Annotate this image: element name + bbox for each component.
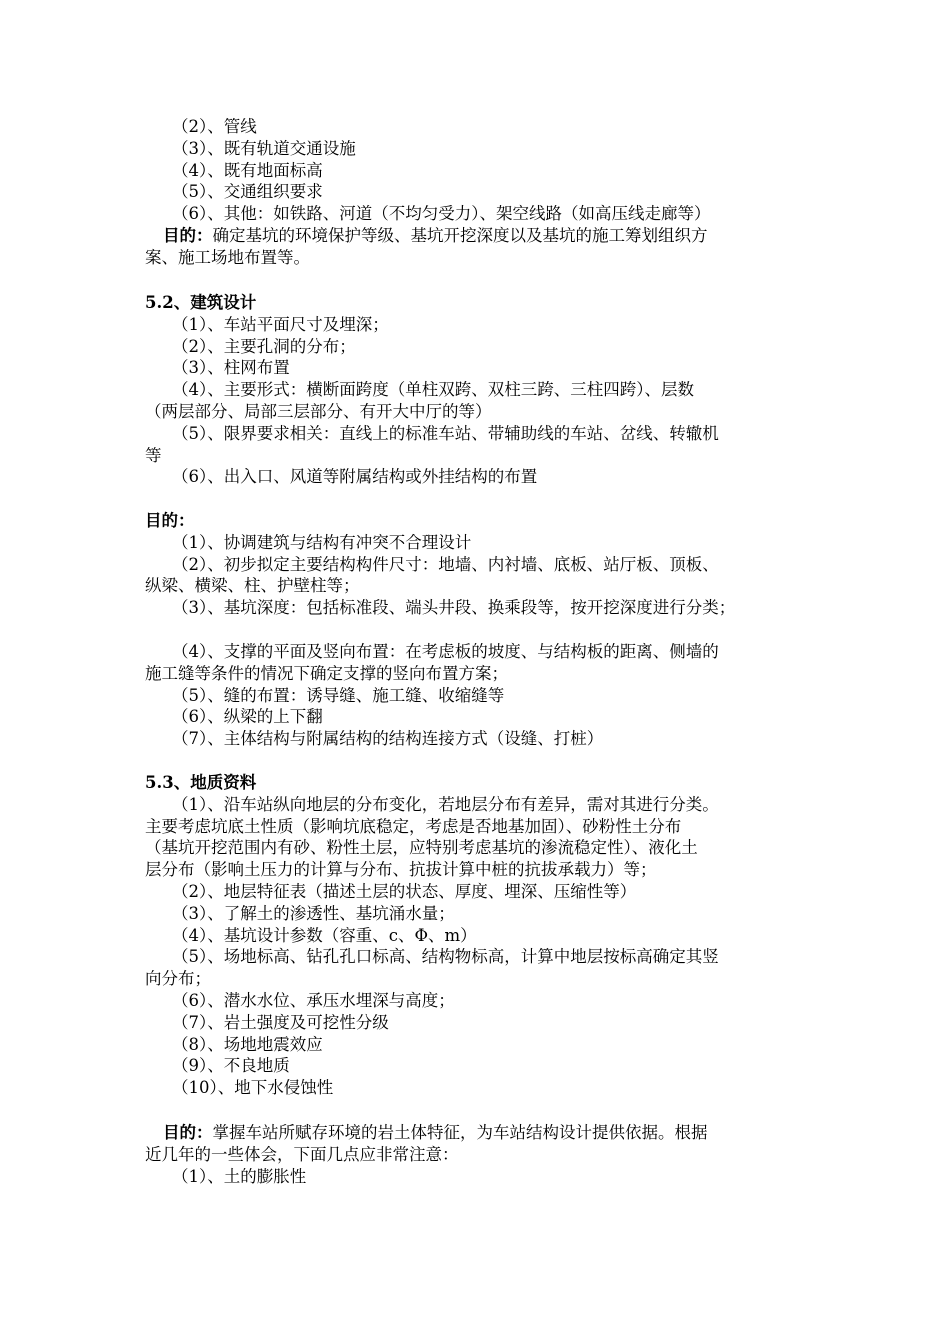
list-item-continued: 向分布； <box>145 969 211 989</box>
list-item: （4）、主要形式：横断面跨度（单柱双跨、双柱三跨、三柱四跨）、层数 <box>172 380 694 400</box>
list-item-continued: 层分布（影响土压力的计算与分布、抗拔计算中桩的抗拔承载力）等； <box>145 860 657 880</box>
list-item: （6）、出入口、风道等附属结构或外挂结构的布置 <box>172 467 538 487</box>
list-item: （1）、协调建筑与结构有冲突不合理设计 <box>172 532 472 552</box>
purpose-paragraph <box>145 225 825 247</box>
purpose-label: 目的： <box>163 1123 213 1142</box>
purpose-text-continued: 案、施工场地布置等。 <box>145 247 310 267</box>
list-item: （1）、车站平面尺寸及埋深； <box>172 314 389 334</box>
list-item: （5）、限界要求相关：直线上的标准车站、带辅助线的车站、岔线、转辙机 <box>172 423 719 443</box>
list-item: （6）、潜水水位、承压水埋深与高度； <box>172 990 455 1010</box>
list-item: （6）、其他：如铁路、河道（不均匀受力）、架空线路（如高压线走廊等） <box>172 204 711 224</box>
list-item: （7）、岩土强度及可挖性分级 <box>172 1012 389 1032</box>
section-5-2-purpose <box>145 510 825 619</box>
list-item: （8）、场地地震效应 <box>172 1034 323 1054</box>
list-item-continued: （两层部分、局部三层部分、有开大中厅的等） <box>145 401 492 421</box>
purpose-paragraph <box>145 1122 825 1144</box>
list-item: （2）、初步拟定主要结构构件尺寸：地墙、内衬墙、底板、站厅板、顶板、 <box>172 554 719 574</box>
section-5-3 <box>145 772 825 1099</box>
list-item: （7）、主体结构与附属结构的结构连接方式（设缝、打桩） <box>172 729 604 749</box>
list-item-continued: 施工缝等条件的情况下确定支撑的竖向布置方案； <box>145 663 508 683</box>
list-item: （5）、场地标高、钻孔孔口标高、结构物标高，计算中地层按标高确定其竖 <box>172 947 719 967</box>
list-item: （4）、既有地面标高 <box>172 160 323 180</box>
list-item: （4）、基坑设计参数（容重、c、Φ、m） <box>172 925 477 945</box>
list-item-continued: 等 <box>145 445 162 465</box>
list-item-continued: 纵梁、横梁、柱、护壁柱等； <box>145 576 360 596</box>
list-item: （2）、管线 <box>172 117 257 136</box>
list-item: （3）、柱网布置 <box>172 358 290 378</box>
list-item: （1）、土的膨胀性 <box>172 1166 307 1186</box>
list-item: （9）、不良地质 <box>172 1056 290 1076</box>
list-item: （2）、主要孔洞的分布； <box>172 336 356 356</box>
list-item-continued: （基坑开挖范围内有砂、粉性土层，应特别考虑基坑的渗流稳定性）、液化土 <box>145 838 698 858</box>
purpose-label: 目的： <box>163 225 213 245</box>
list-item: （5）、缝的布置：诱导缝、施工缝、收缩缝等 <box>172 685 505 705</box>
section-5-3-purpose <box>145 1122 825 1187</box>
list-item: （4）、支撑的平面及竖向布置：在考虑板的坡度、与结构板的距离、侧墙的 <box>172 642 719 661</box>
section-5-2-purpose-cont <box>145 641 825 750</box>
list-item: （1）、沿车站纵向地层的分布变化，若地层分布有差异，需对其进行分类。 <box>172 794 719 814</box>
section-heading: 5.3、地质资料 <box>145 773 257 792</box>
list-item: （6）、纵梁的上下翻 <box>172 707 323 727</box>
list-item: （3）、既有轨道交通设施 <box>172 138 356 158</box>
section-5-2 <box>145 292 825 488</box>
list-item: （3）、了解土的渗透性、基坑涌水量； <box>172 903 455 923</box>
section-heading: 5.2、建筑设计 <box>145 293 257 312</box>
list-item: （5）、交通组织要求 <box>172 182 323 202</box>
purpose-text-continued: 近几年的一些体会，下面几点应非常注意： <box>145 1144 459 1164</box>
purpose-text: 确定基坑的环境保护等级、基坑开挖深度以及基坑的施工筹划组织方 <box>212 225 708 245</box>
list-item: （3）、基坑深度：包括标准段、端头井段、换乘段等，按开挖深度进行分类； <box>172 598 736 618</box>
list-item-continued: 主要考虑坑底土性质（影响坑底稳定，考虑是否地基加固）、砂粉性土分布 <box>145 816 682 836</box>
list-item: （2）、地层特征表（描述土层的状态、厚度、埋深、压缩性等） <box>172 881 637 901</box>
purpose-text: 掌握车站所赋存环境的岩土体特征，为车站结构设计提供依据。根据 <box>212 1123 708 1142</box>
section-5-1-tail <box>145 116 825 269</box>
purpose-label: 目的： <box>145 511 195 530</box>
list-item: （10）、地下水侵蚀性 <box>172 1078 334 1098</box>
